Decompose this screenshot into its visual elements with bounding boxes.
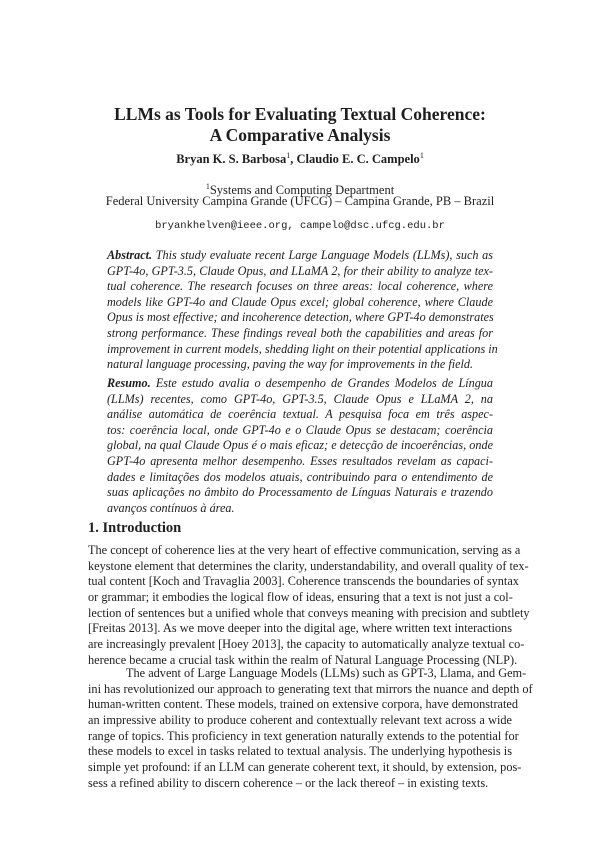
abstract-line: tual coherence. The research focuses on three areas: local coherence, where bbox=[107, 279, 493, 294]
intro-paragraph-2 bbox=[88, 666, 533, 792]
abstract-line: improvement in current models, shedding light on their potential applications in bbox=[107, 341, 498, 356]
affiliation-mark: 1 bbox=[205, 182, 210, 191]
body-line: lection of sentences but a unified whole that conveys meaning with precision and subtlety bbox=[88, 605, 530, 620]
body-line: sess a refined ability to discern coherence – or the lack thereof – in existing texts. bbox=[88, 775, 489, 790]
abstract-line: strong performance. These findings reveal both the capabilities and areas for bbox=[107, 325, 493, 340]
resumo-line: tos: coerência local, onde GPT-4o e o Claude Opus se destacam; coerência bbox=[107, 422, 493, 437]
resumo-line: Resumo. Este estudo avalia o desempenho de Grandes Modelos de Língua bbox=[107, 376, 493, 390]
resumo-line: avanços contínuos à área. bbox=[107, 500, 235, 515]
author-1: Bryan K. S. Barbosa bbox=[176, 152, 287, 166]
resumo-block bbox=[107, 376, 493, 516]
body-line: range of topics. This proficiency in text generation naturally extends to the potential for bbox=[88, 728, 519, 743]
section-heading-introduction: 1. Introduction bbox=[88, 520, 182, 536]
body-line: The concept of coherence lies at the very heart of effective communication, serving as a bbox=[88, 543, 521, 557]
author-1-affil-mark: 1 bbox=[286, 151, 291, 160]
body-line: these models to excel in tasks related to textual analysis. The underlying hypothesis is bbox=[88, 744, 512, 759]
resumo-line: dades e limitações dos modelos atuais, contribuindo para o entendimento de bbox=[107, 469, 493, 484]
abstract-line: Abstract. This study evaluate recent Large Language Models (LLMs), such as bbox=[107, 248, 493, 262]
abstract-label: Abstract. bbox=[107, 248, 153, 262]
author-emails: bryankhelven@ieee.org, campelo@dsc.ufcg.edu.br bbox=[155, 220, 445, 232]
resumo-line: (LLMs) recentes, como GPT-4o, GPT-3.5, Claude Opus e LLaMA 2, na bbox=[107, 391, 493, 406]
resumo-line: GPT-4o apresenta melhor desempenho. Esses resultados revelam as capaci- bbox=[107, 453, 493, 468]
body-line: are increasingly prevalent [Hoey 2013], the capacity to automatically analyze textual co- bbox=[88, 637, 525, 652]
body-line: simple yet profound: if an LLM can generate coherent text, it should, by extension, pos- bbox=[88, 760, 522, 775]
body-line: or grammar; it embodies the logical flow of ideas, ensuring that a text is not just a col- bbox=[88, 590, 513, 605]
resumo-line: suas aplicações no âmbito do Processamento de Línguas Naturais e trazendo bbox=[107, 485, 493, 500]
body-line: herence became a crucial task within the realm of Natural Language Processing (NLP). bbox=[88, 652, 518, 667]
abstract-block bbox=[107, 248, 498, 373]
abstract-line: GPT-4o, GPT-3.5, Claude Opus, and LLaMA 2, for their ability to analyze tex- bbox=[107, 263, 493, 278]
body-line: an impressive ability to produce coherent and contextually relevant text across a wide bbox=[88, 713, 512, 728]
author-list bbox=[0, 151, 600, 167]
body-line: ini has revolutionized our approach to generating text that mirrors the nuance and depth of bbox=[88, 681, 533, 696]
resumo-line: análise automática de coerência textual. A pesquisa foca em três aspec- bbox=[107, 407, 493, 422]
affiliation-line-2: Federal University Campina Grande (UFCG) – Campina Grande, PB – Brazil bbox=[105, 194, 495, 208]
paper-title-line-2: A Comparative Analysis bbox=[209, 125, 391, 145]
resumo-label: Resumo. bbox=[107, 376, 151, 390]
intro-paragraph-1 bbox=[88, 543, 530, 669]
abstract-line: models like GPT-4o and Claude Opus excel; global coherence, where Claude bbox=[107, 294, 493, 309]
resumo-line: global, na qual Claude Opus é o mais eficaz; e detecção de incoerências, onde bbox=[107, 438, 493, 453]
paper-title-line-1: LLMs as Tools for Evaluating Textual Coherence: bbox=[114, 104, 486, 124]
author-2-affil-mark: 1 bbox=[419, 151, 424, 160]
author-2: Claudio E. C. Campelo bbox=[296, 152, 420, 166]
body-line: The advent of Large Language Models (LLMs) such as GPT-3, Llama, and Gem- bbox=[126, 666, 527, 680]
body-line: keystone element that determines the clarity, understandability, and overall quality of tex- bbox=[88, 558, 529, 573]
body-line: [Freitas 2013]. As we move deeper into the digital age, where written text interactions bbox=[88, 621, 512, 636]
body-line: human-written content. These models, trained on extensive corpora, have demonstrated bbox=[88, 697, 519, 712]
author-separator: , bbox=[290, 152, 297, 166]
abstract-line: Opus is most effective; and incoherence detection, where GPT-4o demonstrates bbox=[107, 310, 494, 325]
affiliation-department: Systems and Computing Department bbox=[209, 183, 395, 197]
abstract-line: natural language processing, paving the way for improvements in the field. bbox=[107, 357, 474, 372]
body-line: tual content [Koch and Travaglia 2003]. Coherence transcends the boundaries of syntax bbox=[88, 574, 519, 589]
